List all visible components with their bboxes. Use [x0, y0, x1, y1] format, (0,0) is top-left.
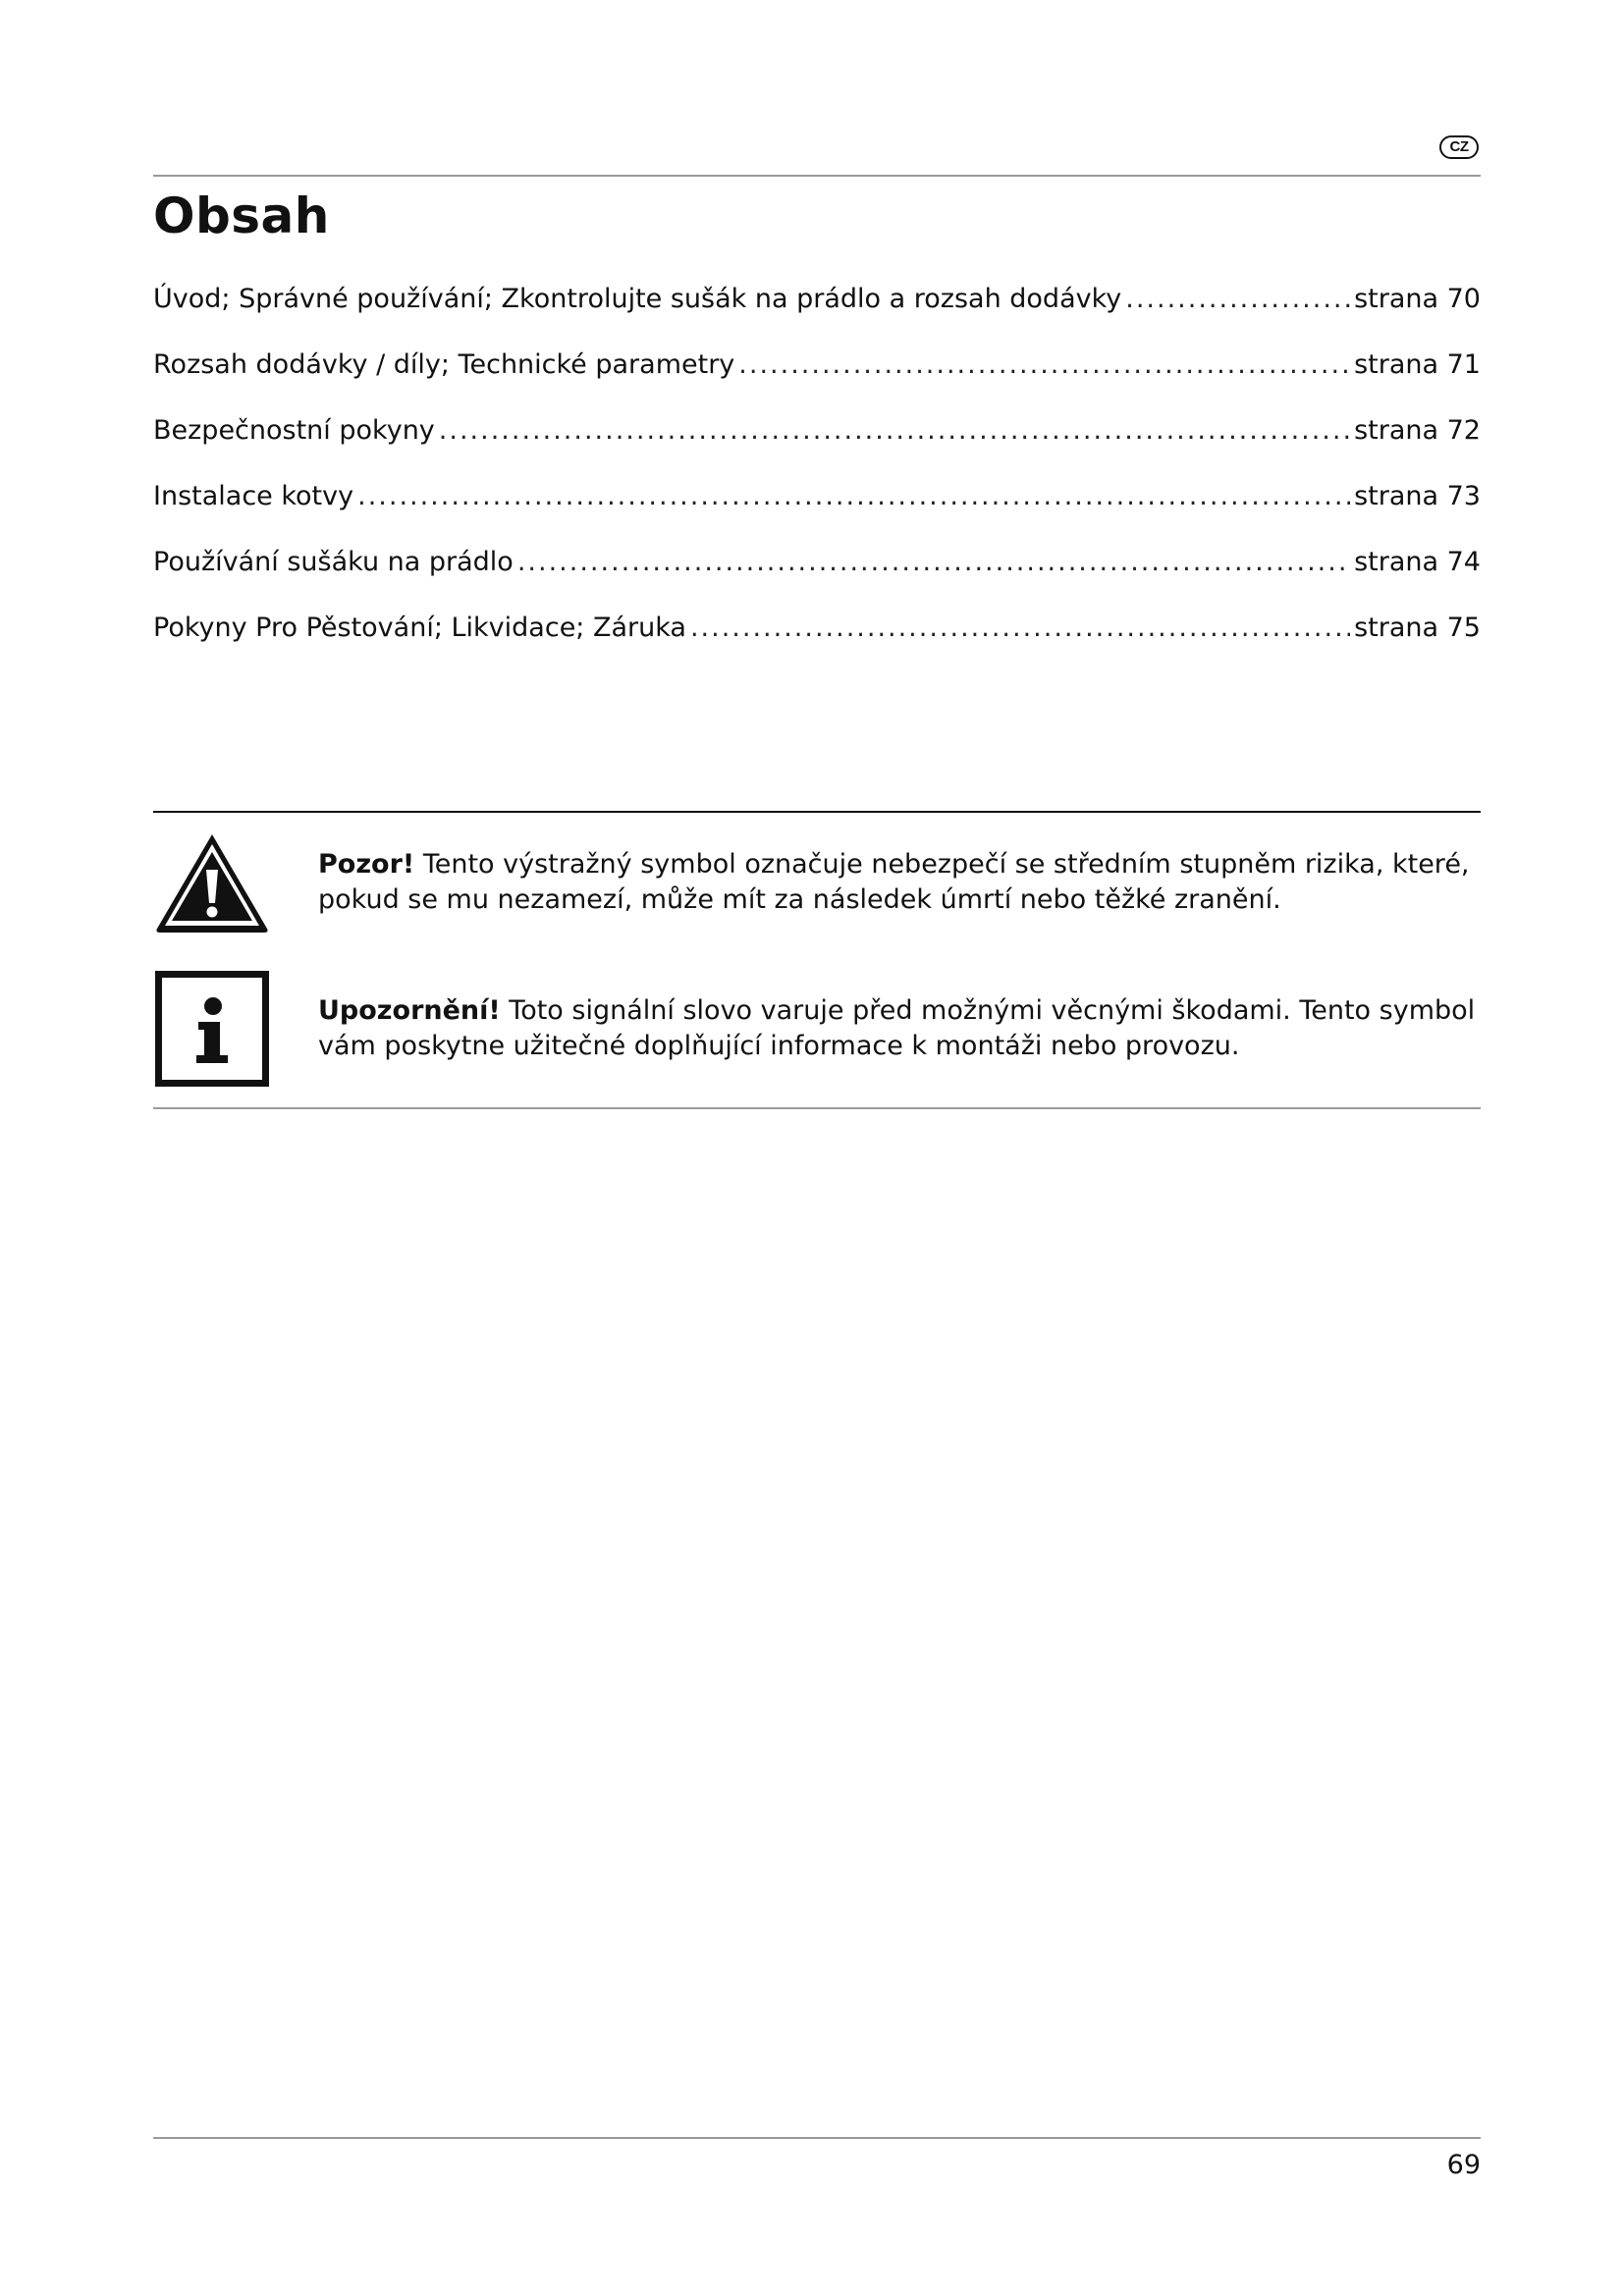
table-of-contents — [153, 277, 1481, 671]
warning-triangle-icon — [153, 830, 271, 934]
notice-section-rule — [153, 811, 1481, 813]
toc-leader-dots — [690, 606, 1350, 651]
toc-entry[interactable] — [153, 343, 1481, 408]
info-icon — [153, 969, 271, 1089]
toc-entry[interactable] — [153, 474, 1481, 540]
toc-leader-dots — [738, 343, 1350, 388]
header-rule — [153, 175, 1481, 177]
warning-notice-text — [318, 847, 1477, 918]
toc-entry-label: Úvod; Správné používání; Zkontrolujte sušák na prádlo a rozsah dodávky — [153, 284, 1122, 314]
page-title: Obsah — [153, 187, 330, 244]
toc-entry-page: strana 74 — [1354, 547, 1481, 577]
toc-entry-label: Rozsah dodávky / díly; Technické parametry — [153, 349, 735, 380]
toc-entry-label: Pokyny Pro Pěstování; Likvidace; Záruka — [153, 613, 686, 643]
toc-entry-page: strana 71 — [1354, 349, 1481, 380]
toc-entry[interactable] — [153, 408, 1481, 474]
warning-notice-body: Tento výstražný symbol označuje nebezpečí se středním stupněm rizika, které, pokud se mu nezamezí, může mít za následek úmrtí nebo těžké zranění. — [318, 849, 1470, 915]
toc-entry-label: Instalace kotvy — [153, 481, 354, 511]
toc-entry-label: Bezpečnostní pokyny — [153, 415, 435, 446]
language-badge: CZ — [1439, 135, 1479, 159]
toc-leader-dots — [1125, 277, 1350, 322]
toc-leader-dots — [439, 408, 1350, 454]
toc-entry-label: Používání sušáku na prádlo — [153, 547, 514, 577]
info-notice — [153, 968, 1481, 1090]
toc-entry-page: strana 73 — [1354, 481, 1481, 511]
toc-entry[interactable] — [153, 540, 1481, 606]
toc-entry[interactable] — [153, 277, 1481, 343]
toc-entry-page: strana 70 — [1354, 284, 1481, 314]
toc-entry[interactable] — [153, 606, 1481, 671]
notice-section-bottom-rule — [153, 1107, 1481, 1109]
info-notice-lead: Upozornění! — [318, 995, 501, 1026]
info-notice-text — [318, 993, 1477, 1064]
toc-leader-dots — [517, 540, 1350, 585]
warning-notice-lead: Pozor! — [318, 849, 415, 880]
warning-notice — [153, 830, 1481, 934]
toc-leader-dots — [357, 474, 1350, 519]
toc-entry-page: strana 72 — [1354, 415, 1481, 446]
page-number: 69 — [1446, 2150, 1481, 2180]
toc-entry-page: strana 75 — [1354, 613, 1481, 643]
footer-rule — [153, 2137, 1481, 2139]
info-notice-body: Toto signální slovo varuje před možnými věcnými škodami. Tento symbol vám poskytne užitečné doplňující informace k montáži nebo provozu. — [318, 995, 1476, 1061]
